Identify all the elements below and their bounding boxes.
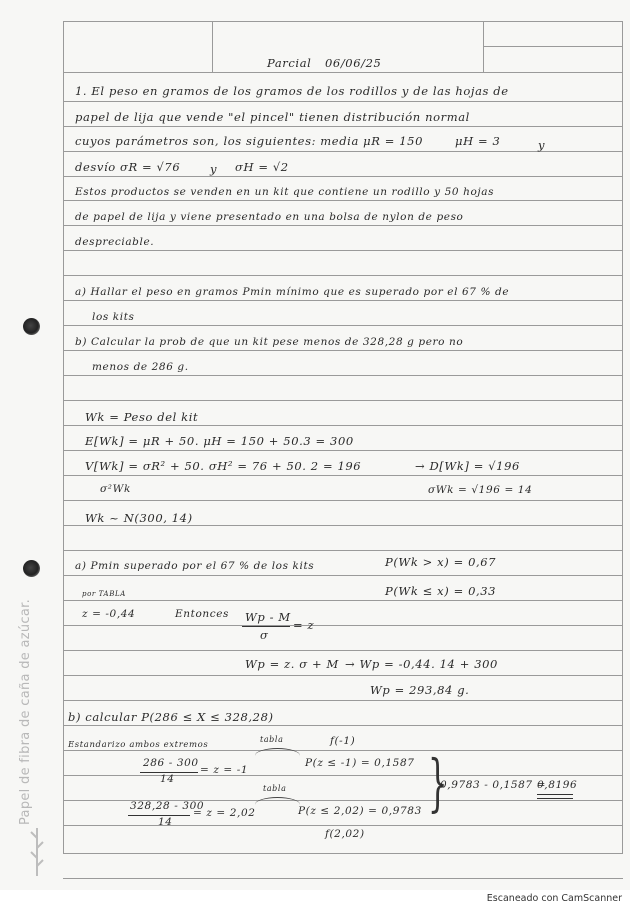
rule-line bbox=[63, 250, 623, 251]
rule-line bbox=[63, 775, 623, 776]
problem-param: y bbox=[210, 162, 218, 176]
solve-expression: Wp = z. σ + M bbox=[245, 657, 339, 671]
binder-hole bbox=[23, 318, 40, 335]
margin-right-border bbox=[622, 21, 623, 853]
part-a-heading: a) Pmin superado por el 67 % de los kits bbox=[75, 560, 315, 572]
por-tabla-note: por TABLA bbox=[82, 590, 126, 598]
std-denominator: σ bbox=[260, 628, 269, 642]
closing-brace: } bbox=[427, 746, 448, 819]
rule-line bbox=[63, 425, 623, 426]
rule-line bbox=[63, 400, 623, 401]
variance: V[Wk] = σR² + 50. σH² = 76 + 50. 2 = 196 bbox=[85, 459, 362, 473]
sugarcane-icon bbox=[28, 826, 46, 878]
problem-line: papel de lija que vende "el pincel" tienen distribución normal bbox=[75, 110, 470, 124]
std-equals: = z bbox=[293, 618, 315, 632]
rule-line bbox=[63, 21, 623, 22]
prob-greater: P(Wk > x) = 0,67 bbox=[385, 555, 497, 569]
rule-line bbox=[63, 550, 623, 551]
fraction-bar bbox=[242, 626, 290, 627]
prob-less: P(Wk ≤ x) = 0,33 bbox=[385, 584, 497, 598]
std-dev: → D[Wk] = √196 bbox=[415, 459, 520, 473]
problem-line: despreciable. bbox=[75, 236, 155, 248]
answer-underline bbox=[537, 794, 573, 799]
problem-line: Estos productos se venden en un kit que contiene un rodillo y 50 hojas bbox=[75, 186, 495, 198]
rule-line bbox=[63, 525, 623, 526]
expectation: E[Wk] = μR + 50. μH = 150 + 50.3 = 300 bbox=[85, 434, 354, 448]
p2-value: P(z ≤ 2,02) = 0,9783 bbox=[298, 805, 422, 817]
header-divider bbox=[212, 21, 213, 72]
rule-line bbox=[63, 375, 623, 376]
final-answer: 0,8196 bbox=[537, 779, 578, 791]
z2-denominator: 14 bbox=[158, 816, 173, 828]
rule-line bbox=[63, 700, 623, 701]
rule-line bbox=[63, 200, 623, 201]
rule-line bbox=[63, 350, 623, 351]
rule-line bbox=[63, 101, 623, 102]
rule-line bbox=[63, 750, 623, 751]
sigma-value: σWk = √196 = 14 bbox=[428, 484, 533, 496]
exam-date: 06/06/25 bbox=[325, 56, 382, 70]
rule-line bbox=[63, 625, 623, 626]
rule-line bbox=[63, 176, 623, 177]
problem-line: 1. El peso en gramos de los gramos de los rodillos y de las hojas de bbox=[75, 84, 509, 98]
final-expression: 0,9783 - 0,1587 = bbox=[440, 779, 547, 791]
exam-title: Parcial bbox=[267, 56, 312, 70]
rule-line bbox=[63, 450, 623, 451]
binder-hole bbox=[23, 560, 40, 577]
rule-line bbox=[63, 325, 623, 326]
rule-line bbox=[63, 72, 623, 73]
rule-line bbox=[63, 126, 623, 127]
rule-line bbox=[63, 300, 623, 301]
problem-line: cuyos parámetros son, los siguientes: media μR = 150 bbox=[75, 134, 423, 148]
z1-result: = z = -1 bbox=[200, 764, 249, 776]
question-a: los kits bbox=[92, 311, 135, 323]
problem-param: μH = 3 bbox=[455, 134, 501, 148]
rule-line bbox=[63, 575, 623, 576]
margin-left-border bbox=[63, 21, 64, 853]
part-b-heading: b) calcular P(286 ≤ X ≤ 328,28) bbox=[68, 710, 274, 724]
tabla-label: tabla bbox=[260, 735, 284, 744]
solve-expression: → Wp = -0,44. 14 + 300 bbox=[345, 657, 498, 671]
problem-param: y bbox=[538, 138, 546, 152]
z2-numerator: 328,28 - 300 bbox=[130, 800, 205, 812]
problem-line: de papel de lija y viene presentado en una bolsa de nylon de peso bbox=[75, 211, 464, 223]
rule-line bbox=[63, 275, 623, 276]
scanner-watermark: Escaneado con CamScanner bbox=[486, 893, 622, 904]
z2-result: = z = 2,02 bbox=[193, 807, 256, 819]
rule-line bbox=[63, 225, 623, 226]
rule-line bbox=[63, 650, 623, 651]
p1-value: P(z ≤ -1) = 0,1587 bbox=[305, 757, 415, 769]
f-202-label: f(2,02) bbox=[325, 828, 365, 840]
z-value: z = -0,44 bbox=[82, 608, 136, 620]
variance-symbol: σ²Wk bbox=[100, 483, 131, 495]
header-inner-rule bbox=[483, 46, 623, 47]
rule-line bbox=[63, 725, 623, 726]
std-numerator: Wp - M bbox=[245, 610, 291, 624]
rule-line bbox=[63, 853, 623, 854]
kit-distribution: Wk ~ N(300, 14) bbox=[85, 511, 193, 525]
estandarizo-label: Estandarizo ambos extremos bbox=[68, 740, 209, 750]
tabla-label: tabla bbox=[263, 784, 287, 793]
rule-line bbox=[63, 500, 623, 501]
question-b: menos de 286 g. bbox=[92, 361, 189, 373]
z1-denominator: 14 bbox=[160, 773, 175, 785]
tabla-arrow bbox=[255, 797, 300, 812]
part-a-result: Wp = 293,84 g. bbox=[370, 683, 470, 697]
paper-brand-text: Papel de fibra de caña de azúcar. bbox=[18, 598, 33, 825]
f-minus1-label: f(-1) bbox=[330, 735, 356, 747]
rule-line bbox=[63, 878, 623, 879]
rule-line bbox=[63, 475, 623, 476]
rule-line bbox=[63, 600, 623, 601]
tabla-arrow bbox=[255, 748, 300, 763]
kit-definition: Wk = Peso del kit bbox=[85, 410, 199, 424]
question-a: a) Hallar el peso en gramos Pmin mínimo que es superado por el 67 % de bbox=[75, 286, 510, 298]
z1-numerator: 286 - 300 bbox=[143, 757, 199, 769]
problem-line: desvío σR = √76 bbox=[75, 160, 181, 174]
entonces-label: Entonces bbox=[175, 608, 230, 620]
rule-line bbox=[63, 675, 623, 676]
question-b: b) Calcular la prob de que un kit pese menos de 328,28 g pero no bbox=[75, 336, 464, 348]
problem-param: σH = √2 bbox=[235, 160, 289, 174]
rule-line bbox=[63, 825, 623, 826]
